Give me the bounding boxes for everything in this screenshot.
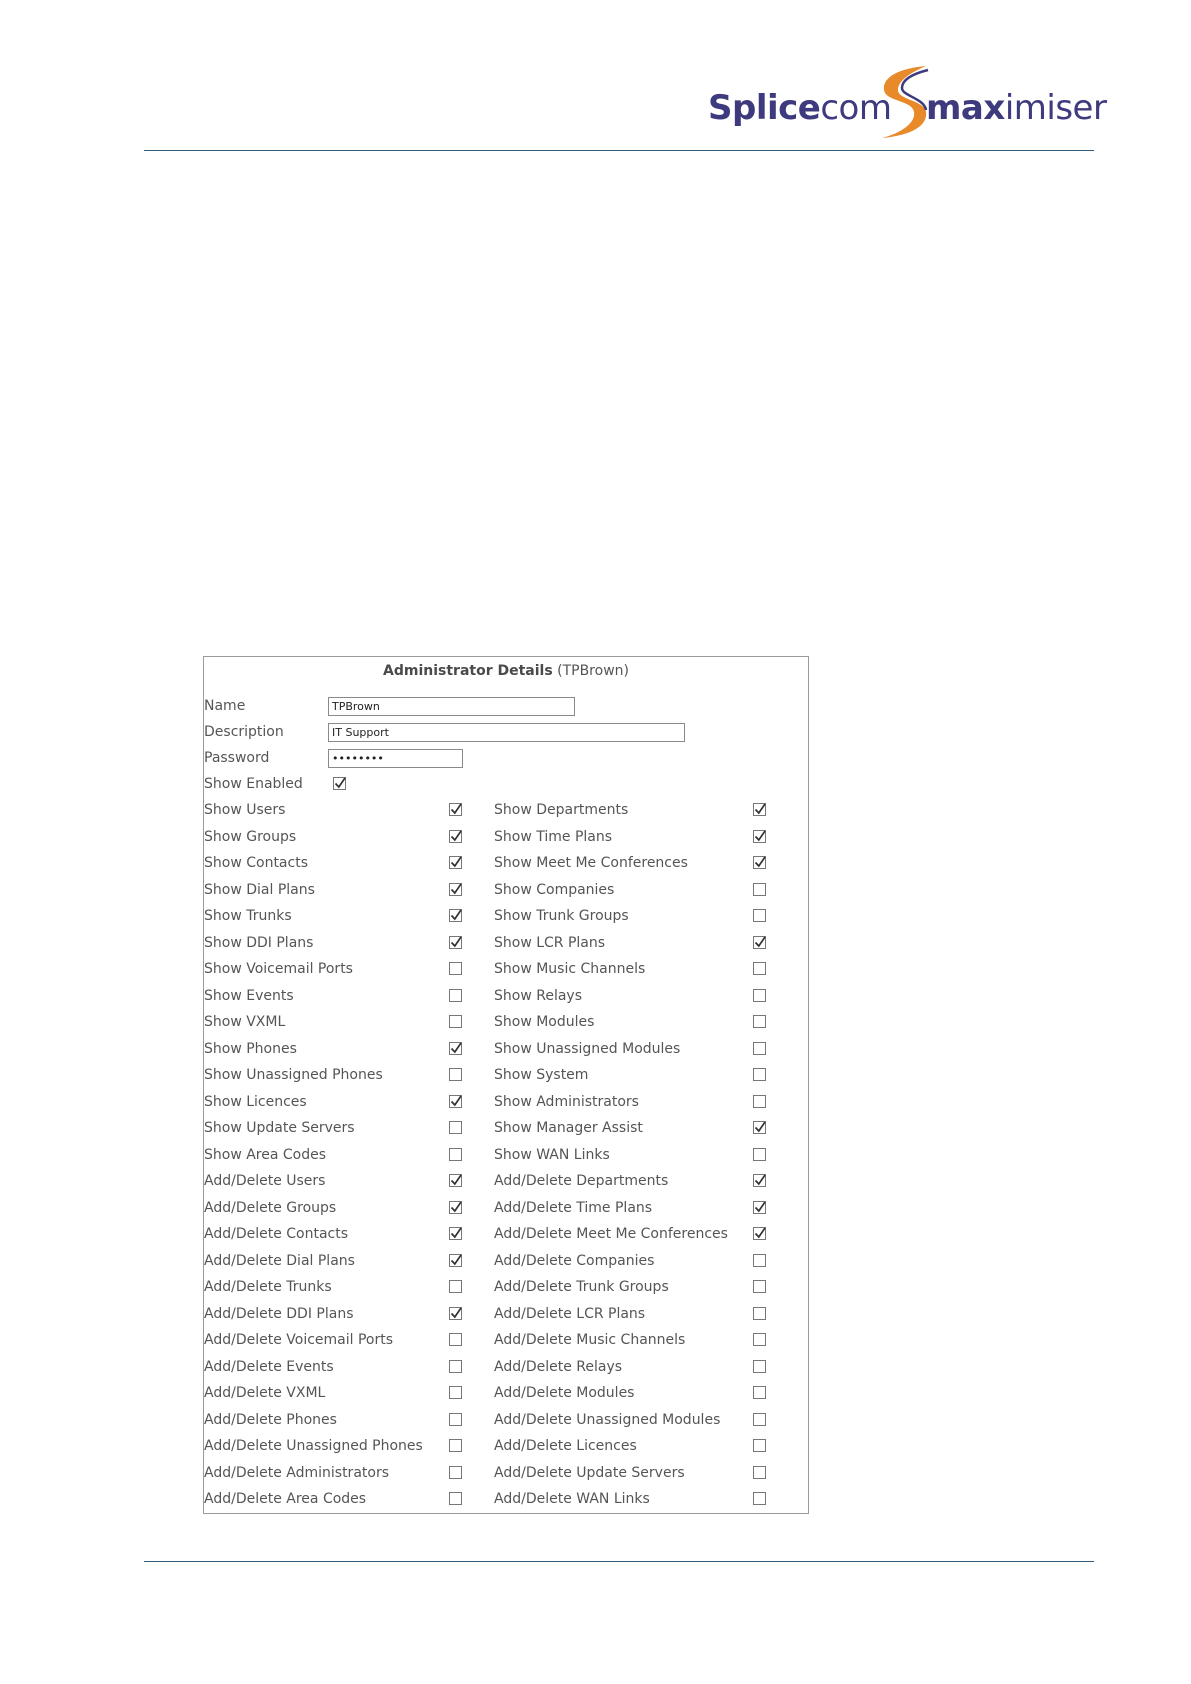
permission-label: Show Departments <box>494 802 629 818</box>
permission-checkbox[interactable] <box>753 830 766 843</box>
permission-checkbox[interactable] <box>449 1466 462 1479</box>
permission-label: Show VXML <box>204 1014 286 1030</box>
permission-label: Show Meet Me Conferences <box>494 855 688 871</box>
description-row <box>204 723 804 749</box>
permission-label: Add/Delete Companies <box>494 1252 655 1269</box>
permission-label: Show Unassigned Modules <box>494 1040 681 1057</box>
permission-row <box>204 934 804 960</box>
permission-checkbox[interactable] <box>753 1121 766 1134</box>
permission-row <box>204 1093 804 1119</box>
password-label: Password <box>204 750 270 766</box>
permission-row <box>204 1040 804 1066</box>
checkmark-icon <box>449 1226 463 1240</box>
permission-checkbox[interactable] <box>753 909 766 922</box>
permission-label: Add/Delete Voicemail Ports <box>204 1332 394 1348</box>
permission-label: Add/Delete Departments <box>494 1173 669 1189</box>
password-input[interactable]: •••••••• <box>328 749 463 768</box>
permission-label: Show Voicemail Ports <box>204 961 353 977</box>
permission-label: Add/Delete Contacts <box>204 1226 349 1242</box>
name-input[interactable]: TPBrown <box>328 697 575 716</box>
show-enabled-row <box>204 775 804 801</box>
permission-checkbox[interactable] <box>449 830 462 843</box>
permission-checkbox[interactable] <box>449 1333 462 1346</box>
permission-label: Show DDI Plans <box>204 934 314 951</box>
permission-row <box>204 907 804 933</box>
description-input[interactable]: IT Support <box>328 723 685 742</box>
permission-checkbox[interactable] <box>449 989 462 1002</box>
permission-row <box>204 1278 804 1304</box>
permission-checkbox[interactable] <box>753 1068 766 1081</box>
checkmark-icon <box>449 1041 463 1055</box>
permission-label: Add/Delete Relays <box>494 1358 623 1375</box>
checkmark-icon <box>449 1253 463 1267</box>
permission-label: Add/Delete Update Servers <box>494 1464 685 1481</box>
permission-checkbox[interactable] <box>753 1360 766 1373</box>
permission-row <box>204 1146 804 1172</box>
permission-checkbox[interactable] <box>449 909 462 922</box>
permission-label: Show Modules <box>494 1014 595 1030</box>
permission-checkbox[interactable] <box>753 962 766 975</box>
permission-row <box>204 1490 804 1516</box>
permission-checkbox[interactable] <box>753 1466 766 1479</box>
permission-checkbox[interactable] <box>449 1015 462 1028</box>
permission-checkbox[interactable] <box>449 803 462 816</box>
permission-checkbox[interactable] <box>753 1386 766 1399</box>
permission-checkbox[interactable] <box>753 1095 766 1108</box>
checkmark-icon <box>449 855 463 869</box>
permission-label: Add/Delete Time Plans <box>494 1199 653 1216</box>
description-label: Description <box>204 724 284 740</box>
permission-label: Add/Delete Unassigned Phones <box>204 1438 423 1454</box>
permission-checkbox[interactable] <box>449 856 462 869</box>
permission-row <box>204 987 804 1013</box>
checkmark-icon <box>753 1173 767 1187</box>
checkmark-icon <box>449 829 463 843</box>
permission-label: Add/Delete Phones <box>204 1411 337 1428</box>
checkmark-icon <box>753 829 767 843</box>
permission-checkbox[interactable] <box>753 883 766 896</box>
show-enabled-label: Show Enabled <box>204 776 303 792</box>
permission-label: Add/Delete Groups <box>204 1199 337 1216</box>
header-rule <box>144 150 1094 151</box>
permission-label: Show Relays <box>494 987 582 1004</box>
permission-label: Show Companies <box>494 881 615 898</box>
permission-label: Add/Delete Users <box>204 1173 326 1189</box>
permission-label: Add/Delete VXML <box>204 1385 326 1401</box>
permission-checkbox[interactable] <box>449 1042 462 1055</box>
permission-label: Show System <box>494 1067 589 1083</box>
permission-checkbox[interactable] <box>753 1307 766 1320</box>
permission-checkbox[interactable] <box>449 1307 462 1320</box>
permission-label: Add/Delete WAN Links <box>494 1491 650 1507</box>
permission-label: Add/Delete Music Channels <box>494 1332 686 1348</box>
permission-checkbox[interactable] <box>449 962 462 975</box>
permission-label: Show Users <box>204 802 286 818</box>
permission-checkbox[interactable] <box>753 1174 766 1187</box>
permission-checkbox[interactable] <box>449 936 462 949</box>
permission-checkbox[interactable] <box>753 1042 766 1055</box>
permission-checkbox[interactable] <box>753 1413 766 1426</box>
name-row <box>204 697 804 723</box>
permission-label: Add/Delete Licences <box>494 1438 637 1454</box>
permission-checkbox[interactable] <box>449 1280 462 1293</box>
permission-label: Add/Delete Modules <box>494 1385 635 1401</box>
logo-splicecom-text: Splicecom <box>708 88 892 128</box>
panel-title: Administrator Details (TPBrown) <box>383 663 629 679</box>
permission-row <box>204 1437 804 1463</box>
permission-row <box>204 1066 804 1092</box>
permission-checkbox[interactable] <box>449 1386 462 1399</box>
logo-maximiser-text: maximiser <box>926 88 1107 128</box>
permission-label: Show LCR Plans <box>494 934 606 951</box>
permission-label: Add/Delete Unassigned Modules <box>494 1411 721 1428</box>
permission-label: Add/Delete Administrators <box>204 1464 390 1481</box>
permission-label: Add/Delete Meet Me Conferences <box>494 1226 728 1242</box>
permission-label: Add/Delete Trunks <box>204 1279 332 1295</box>
permission-row <box>204 1225 804 1251</box>
permission-checkbox[interactable] <box>753 1201 766 1214</box>
permission-checkbox[interactable] <box>753 856 766 869</box>
permission-label: Show Licences <box>204 1093 307 1110</box>
permission-checkbox[interactable] <box>449 1492 462 1505</box>
permission-checkbox[interactable] <box>753 1333 766 1346</box>
footer-rule <box>144 1561 1094 1562</box>
permission-checkbox[interactable] <box>449 1095 462 1108</box>
permission-checkbox[interactable] <box>753 1492 766 1505</box>
checkmark-icon <box>449 908 463 922</box>
checkmark-icon <box>449 1173 463 1187</box>
permission-checkbox[interactable] <box>449 1254 462 1267</box>
checkmark-icon <box>753 935 767 949</box>
permission-checkbox[interactable] <box>449 1068 462 1081</box>
permission-row <box>204 1411 804 1437</box>
permission-checkbox[interactable] <box>753 1148 766 1161</box>
permission-row <box>204 1199 804 1225</box>
permission-label: Show Dial Plans <box>204 881 315 898</box>
permission-label: Show Time Plans <box>494 828 613 845</box>
checkmark-icon <box>333 776 347 790</box>
checkmark-icon <box>753 1226 767 1240</box>
administrator-details-panel <box>203 656 809 1514</box>
checkmark-icon <box>449 882 463 896</box>
show-enabled-checkbox[interactable] <box>333 777 346 790</box>
permission-checkbox[interactable] <box>449 1201 462 1214</box>
permission-checkbox[interactable] <box>753 1015 766 1028</box>
permission-label: Show WAN Links <box>494 1146 610 1163</box>
permission-label: Add/Delete Area Codes <box>204 1491 367 1507</box>
checkmark-icon <box>449 802 463 816</box>
permission-label: Add/Delete Dial Plans <box>204 1252 355 1269</box>
password-row <box>204 749 804 775</box>
permission-row <box>204 1172 804 1198</box>
permission-checkbox[interactable] <box>449 883 462 896</box>
checkmark-icon <box>449 1094 463 1108</box>
permission-label: Show Administrators <box>494 1093 639 1110</box>
permission-label: Show Music Channels <box>494 961 646 977</box>
checkmark-icon <box>449 1306 463 1320</box>
permission-row <box>204 1252 804 1278</box>
permission-checkbox[interactable] <box>753 1254 766 1267</box>
permission-checkbox[interactable] <box>753 1439 766 1452</box>
permission-row <box>204 960 804 986</box>
permission-row <box>204 1331 804 1357</box>
permission-label: Add/Delete Trunk Groups <box>494 1279 669 1295</box>
permission-checkbox[interactable] <box>753 1227 766 1240</box>
permission-label: Show Groups <box>204 828 297 845</box>
permission-checkbox[interactable] <box>449 1439 462 1452</box>
permission-label: Show Area Codes <box>204 1146 327 1163</box>
permission-label: Show Update Servers <box>204 1120 355 1136</box>
permission-row <box>204 1384 804 1410</box>
permission-label: Show Events <box>204 987 294 1004</box>
permission-checkbox[interactable] <box>753 1280 766 1293</box>
permission-label: Add/Delete DDI Plans <box>204 1305 354 1322</box>
permission-label: Show Trunk Groups <box>494 908 629 924</box>
permission-label: Add/Delete Events <box>204 1358 334 1375</box>
checkmark-icon <box>449 935 463 949</box>
permission-checkbox[interactable] <box>449 1360 462 1373</box>
checkmark-icon <box>753 1120 767 1134</box>
permission-row <box>204 881 804 907</box>
permission-row <box>204 1305 804 1331</box>
permission-label: Show Contacts <box>204 855 308 871</box>
permission-row <box>204 801 804 827</box>
checkmark-icon <box>449 1200 463 1214</box>
permission-checkbox[interactable] <box>753 936 766 949</box>
permission-checkbox[interactable] <box>449 1148 462 1161</box>
permission-checkbox[interactable] <box>449 1227 462 1240</box>
permission-row <box>204 1013 804 1039</box>
permission-row <box>204 1358 804 1384</box>
permission-label: Show Unassigned Phones <box>204 1067 383 1083</box>
permission-checkbox[interactable] <box>753 989 766 1002</box>
permission-checkbox[interactable] <box>753 803 766 816</box>
permission-label: Show Manager Assist <box>494 1120 643 1136</box>
permission-checkbox[interactable] <box>449 1174 462 1187</box>
checkmark-icon <box>753 855 767 869</box>
name-label: Name <box>204 698 246 714</box>
permission-checkbox[interactable] <box>449 1413 462 1426</box>
checkmark-icon <box>753 1200 767 1214</box>
checkmark-icon <box>753 802 767 816</box>
permission-label: Add/Delete LCR Plans <box>494 1305 646 1322</box>
permission-label: Show Trunks <box>204 908 292 924</box>
permission-row <box>204 854 804 880</box>
permission-row <box>204 1119 804 1145</box>
splicecom-maximiser-logo <box>708 62 1107 142</box>
permission-checkbox[interactable] <box>449 1121 462 1134</box>
permission-label: Show Phones <box>204 1040 297 1057</box>
permission-row <box>204 1464 804 1490</box>
permission-row <box>204 828 804 854</box>
